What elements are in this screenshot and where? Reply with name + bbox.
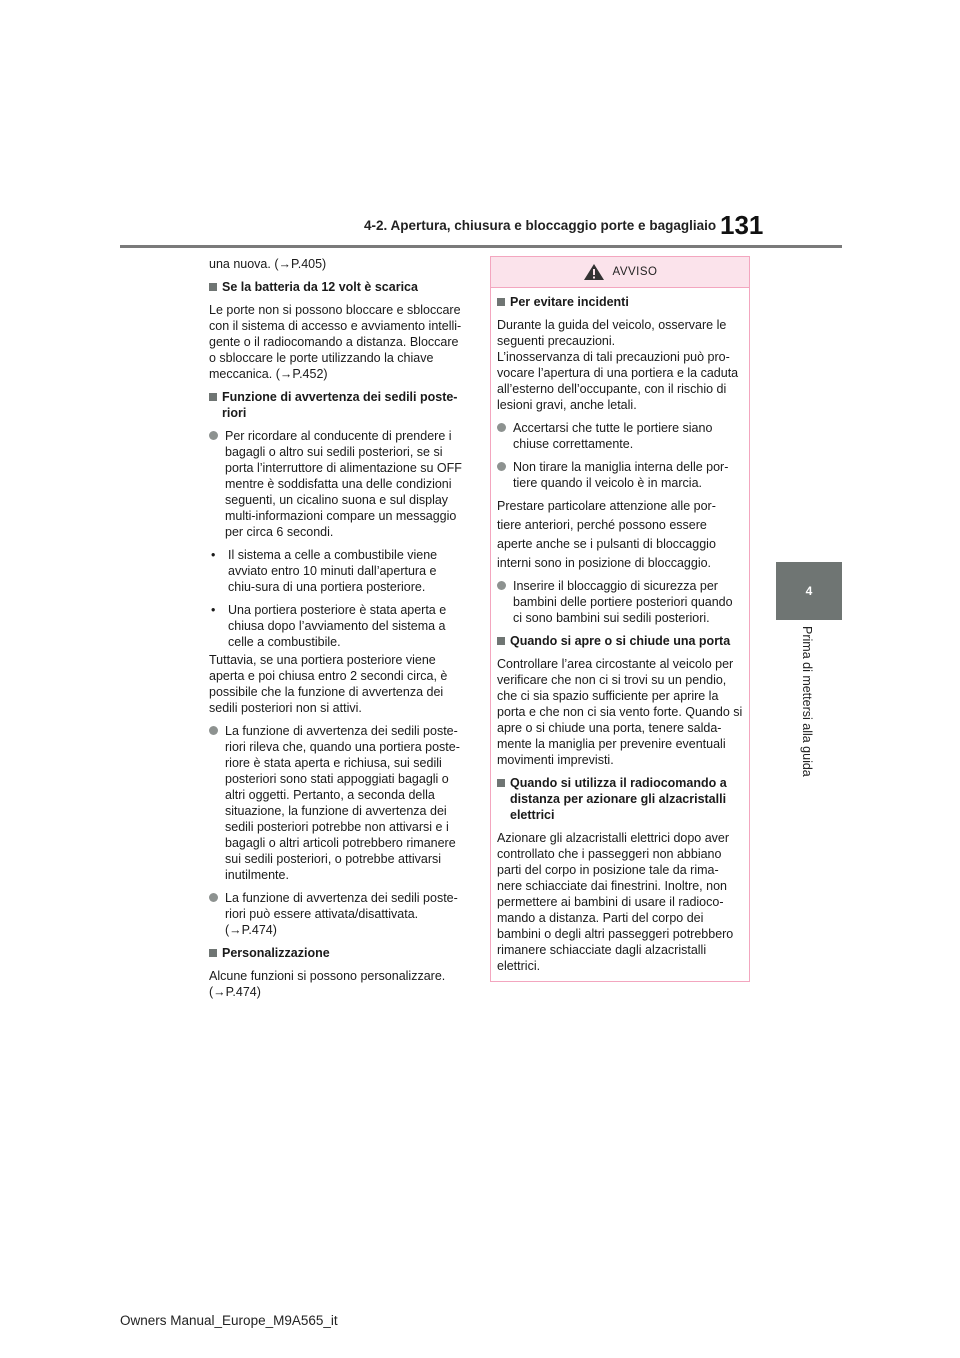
bullet-text: Inserire il bloccaggio di sicurezza per bambini delle portiere posteriori quando ci sono bambini sui sedili posteriori. [513, 579, 733, 625]
heading-text: Quando si apre o si chiude una porta [510, 634, 731, 648]
circle-bullet-icon [497, 462, 506, 471]
page-number: 131 [720, 210, 764, 240]
square-bullet-icon [209, 949, 217, 957]
square-bullet-icon [497, 298, 505, 306]
paragraph-line: interni sono in posizione di bloccaggio. [497, 556, 712, 570]
circle-bullet-icon [497, 581, 506, 590]
dash-text: Il sistema a celle a combustibile viene avviato entro 10 minuti dall’apertura e chiu-sura di una portiera posteriore. [228, 548, 438, 594]
bullet-item [209, 723, 465, 883]
paragraph: Durante la guida del veicolo, osservare le seguenti precauzioni. [497, 318, 727, 348]
footer-doc-id: Owners Manual_Europe_M9A565_it [120, 1313, 338, 1328]
circle-bullet-icon [209, 893, 218, 902]
chapter-tab [776, 620, 842, 810]
paragraph: Alcune funzioni si possono personalizzare. (→P.474) [209, 969, 446, 999]
heading-text: Se la batteria da 12 volt è scarica [222, 280, 418, 294]
circle-bullet-icon [209, 726, 218, 735]
dash-item [209, 547, 465, 595]
warning-box [490, 256, 750, 982]
dash-item [209, 602, 465, 650]
heading-remote-windows [497, 775, 743, 823]
dash-mark: • [211, 548, 216, 562]
heading-avoid-accidents [497, 294, 743, 310]
square-bullet-icon [209, 283, 217, 291]
bullet-item [209, 890, 465, 938]
section-title: 4-2. Apertura, chiusura e bloccaggio porte e bagagliaio [364, 218, 717, 233]
heading-customization [209, 945, 465, 961]
heading-text: Funzione di avvertenza dei sedili poste-riori [222, 390, 458, 420]
square-bullet-icon [497, 779, 505, 787]
bullet-item [209, 428, 465, 540]
warning-title: AVVISO [612, 266, 658, 278]
dash-text: Una portiera posteriore è stata aperta e chiusa dopo l’avviamento del sistema a celle a combustibile. [228, 603, 447, 649]
chapter-tab-number: 4 [776, 562, 842, 620]
circle-bullet-icon [209, 431, 218, 440]
paragraph: Azionare gli alzacristalli elettrici dopo aver controllato che i passeggeri non abbiano parti del corpo in posizione tale da rima-nere schiacciate dai finestrini. Inoltre, non permettere ai bambini di usare il radioco-mando a distanza. Parti del corpo dei bambini o degli altri passeggeri potrebbero rimanere schiacciate dagli alzacristalli elettrici. [497, 831, 734, 973]
paragraph: Controllare l’area circostante al veicolo per verificare che non ci si trovi su un pendio, che ci sia spazio sufficiente per aprire la porta e che non ci sia vento forte. Quando si apre o si chiude una porta, tenere salda-mente la maniglia per prevenire eventuali movimenti imprevisti. [497, 657, 743, 767]
warning-triangle-icon [583, 263, 605, 281]
warning-header [491, 257, 749, 288]
left-column [209, 256, 465, 1007]
bullet-text: La funzione di avvertenza dei sedili poste-riori rileva che, quando una portiera poste-riore è stata aperta e richiusa, sui sedili posteriori sono stati appoggiati bagagli o altri oggetti. Pertanto, a seconda della situazione, la funzione di avvertenza dei sedili posteriori potrebbe non attivarsi e i bagagli o altri articoli potrebbero rimanere sui sedili posteriori, o potrebbe attivarsi inutilmente. [225, 724, 460, 882]
square-bullet-icon [209, 393, 217, 401]
header-rule [120, 245, 842, 248]
intro-text: una nuova. (→P.405) [209, 257, 327, 271]
bullet-item [497, 420, 743, 452]
chapter-tab-label: Prima di mettersi alla guida [800, 626, 814, 777]
paragraph-line: tiere anteriori, perché possono essere [497, 518, 707, 532]
paragraph: L’inosservanza di tali precauzioni può pro-vocare l’apertura di una portiera e la caduta all’esterno dell’occupante, con il rischio di lesioni gravi, anche letali. [497, 350, 739, 412]
heading-battery [209, 279, 465, 295]
bullet-text: Accertarsi che tutte le portiere siano chiuse correttamente. [513, 421, 713, 451]
dash-mark: • [211, 603, 216, 617]
heading-door-open-close [497, 633, 743, 649]
bullet-item [497, 459, 743, 491]
warning-body [491, 288, 749, 974]
square-bullet-icon [497, 637, 505, 645]
bullet-text: La funzione di avvertenza dei sedili poste-riori può essere attivata/disattivata. (→P.474) [225, 891, 458, 937]
heading-text: Per evitare incidenti [510, 295, 629, 309]
paragraph-line: aperte anche se i pulsanti di bloccaggio [497, 537, 716, 551]
bullet-item [497, 578, 743, 626]
heading-rear-seat-reminder [209, 389, 465, 421]
circle-bullet-icon [497, 423, 506, 432]
bullet-text: Per ricordare al conducente di prendere i bagagli o altro sui sedili posteriori, se si porta l’interruttore di alimentazione su OFF mentre è soddisfatta una delle condizioni seguenti, un cicalino suona e sul display multi-informazioni compare un messaggio per circa 6 secondi. [225, 429, 462, 539]
bullet-text: Non tirare la maniglia interna delle por-tiere quando il veicolo è in marcia. [513, 460, 729, 490]
heading-text: Personalizzazione [222, 946, 330, 960]
paragraph-line: Prestare particolare attenzione alle por- [497, 499, 716, 513]
paragraph: Tuttavia, se una portiera posteriore viene aperta e poi chiusa entro 2 secondi circa, è possibile che la funzione di avvertenza dei sedili posteriori non si attivi. [209, 653, 448, 715]
paragraph: Le porte non si possono bloccare e sbloccare con il sistema di accesso e avviamento intelli-gente o il radiocomando a distanza. Bloccare o sbloccare le porte utilizzando la chiave meccanica. (→P.452) [209, 303, 462, 381]
heading-text: Quando si utilizza il radiocomando a distanza per azionare gli alzacristalli elettrici [510, 776, 727, 822]
